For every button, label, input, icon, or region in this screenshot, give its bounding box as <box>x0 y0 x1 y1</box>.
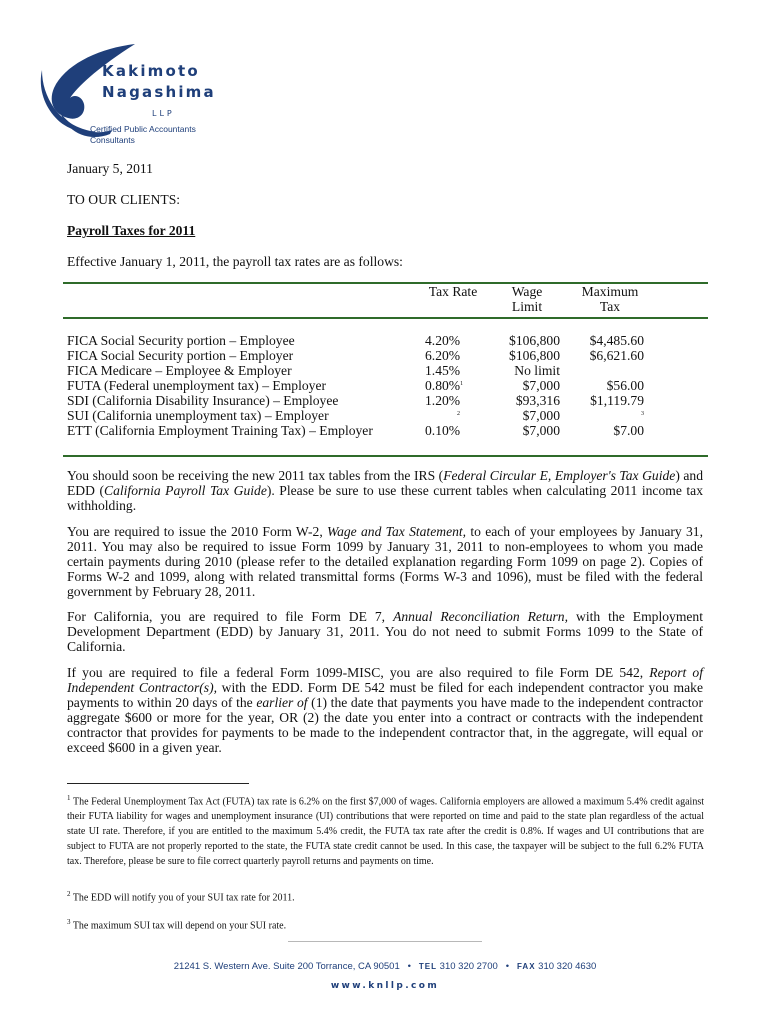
row-tax-rate <box>457 408 460 423</box>
tagline-line2: Consultants <box>90 135 135 145</box>
p1-text-c: ) and EDD ( <box>67 468 703 498</box>
max-value: $7.00 <box>613 423 644 438</box>
rate-footnote-mark: 2 <box>457 411 460 417</box>
row-description: FICA Medicare – Employee & Employer <box>67 363 292 378</box>
header-tax-rate: Tax Rate <box>428 284 478 299</box>
row-tax-rate <box>425 423 460 438</box>
letter-intro: Effective January 1, 2011, the payroll tax rates are as follows: <box>67 254 403 269</box>
firm-logo <box>40 42 240 152</box>
rate-value: 1.45% <box>425 363 461 378</box>
firm-address-line: 21241 S. Western Ave. Suite 200 Torrance, CA 90501 • TEL 310 320 2700 • FAX 310 320 4630 <box>173 961 597 972</box>
row-wage-limit: $7,000 <box>522 378 560 393</box>
row-tax-rate <box>425 333 460 348</box>
header-max-line1: Maximum <box>581 284 639 299</box>
firm-suffix: LLP <box>152 109 175 118</box>
footnote-3 <box>67 915 704 933</box>
header-wage-line1: Wage <box>511 284 543 299</box>
row-maximum-tax <box>575 408 644 423</box>
table-header-rule <box>63 317 708 319</box>
row-description: SUI (California unemployment tax) – Employer <box>67 408 329 423</box>
rate-value: 4.20% <box>425 333 461 348</box>
row-description: FICA Social Security portion – Employer <box>67 348 294 363</box>
footnote-rule <box>67 783 249 784</box>
footer-rule <box>288 941 482 942</box>
max-value: $6,621.60 <box>589 348 644 363</box>
p1-text-a: You should soon be receiving the new 2011 tax tables from the IRS ( <box>67 468 444 483</box>
p3-text-c: with the Employment Development Department (EDD) by January 31, 2011. You do not need to submit Forms 1099 to the State of California. <box>67 609 703 654</box>
row-wage-limit: $7,000 <box>522 423 560 438</box>
row-wage-limit: No limit <box>514 363 560 378</box>
row-tax-rate <box>425 348 460 363</box>
table-row <box>67 363 707 378</box>
firm-fax: 310 320 4630 <box>538 961 597 972</box>
row-tax-rate <box>425 393 460 408</box>
header-max-line2: Tax <box>599 299 621 314</box>
p1-text-e: ). Please be sure to use these current tables when calculating 2011 income tax withholding. <box>67 483 703 513</box>
row-maximum-tax <box>575 393 644 408</box>
firm-phone: 310 320 2700 <box>439 961 498 972</box>
table-row <box>67 408 707 423</box>
p3-text-a: For California, you are required to file Form DE 7, <box>67 609 394 624</box>
footnote-mark: 1 <box>67 794 71 802</box>
p2-text-a: You are required to issue the 2010 Form W-2, <box>67 524 327 539</box>
max-value: $1,119.79 <box>590 393 644 408</box>
rate-value: 6.20% <box>425 348 461 363</box>
footnote-mark: 2 <box>67 890 71 898</box>
p4-italic-earlier-of: earlier of <box>256 695 308 710</box>
letter-date: January 5, 2011 <box>67 161 153 176</box>
p4-text-e: (1) the date that payments you have made to the independent contractor aggregate $600 or more for the year, OR (2) the date you enter into a contract or contracts with the independent contractor that provides for payments to be made to the independent contractor that, in the aggregate, will equal or exceed $600 in a given year. <box>67 695 703 755</box>
paragraph-de542 <box>67 665 703 755</box>
row-wage-limit: $93,316 <box>515 393 560 408</box>
footnote-text: The EDD will notify you of your SUI tax rate for 2011. <box>72 892 295 904</box>
firm-tagline <box>90 124 196 146</box>
header-maximum-tax <box>571 284 649 314</box>
footnote-mark: 3 <box>67 918 71 926</box>
footnote-text: The Federal Unemployment Tax Act (FUTA) tax rate is 6.2% on the first $7,000 of wages. California employers are allowed a maximum 5.4% credit against their FUTA liability for wages and unemployment insurance (UI) contributions that were reported on time and paid to the state plan regardless of the actual state UI rate. Therefore, if you are entitled to the maximum 5.4% credit, the FUTA tax rate after the credit is 0.8%. If wages and UI contributions that are subject to FUTA are not properly reported to the state, the FUTA state credit cannot be used. In this case, the taxpayer will be subject to the full 6.2% FUTA tax. Therefore, please be sure to file correct quarterly payroll returns and payments on time. <box>67 796 704 868</box>
row-description: FICA Social Security portion – Employee <box>67 333 295 348</box>
row-maximum-tax <box>575 423 644 438</box>
table-row <box>67 378 707 393</box>
header-wage-line2: Limit <box>511 299 543 314</box>
table-bottom-rule <box>63 455 708 457</box>
footnote-2 <box>67 887 704 905</box>
p4-text-a: If you are required to file a federal Form 1099-MISC, you are also required to file Form DE 542, <box>67 665 650 680</box>
p3-italic-annual-return: Annual Reconciliation Return, <box>393 609 569 624</box>
firm-address: 21241 S. Western Ave. Suite 200 Torrance, CA 90501 <box>173 961 400 972</box>
p2-text-c: to each of your employees by January 31, 2011. You may also be required to issue Form 1099 by January 31, 2011 to non-employees to whom you made certain payments during 2010 (please refer to the detailed explanation regarding Form 1099 on page 2). Copies of Forms W-2 and 1099, along with related transmittal forms (Forms W-3 and 1096), must be filed with the federal government by February 28, 2011. <box>67 524 703 599</box>
rate-value: 0.10% <box>425 423 461 438</box>
max-value: $4,485.60 <box>589 333 644 348</box>
paragraph-california-de7 <box>67 609 703 654</box>
letter-salutation: TO OUR CLIENTS: <box>67 192 181 207</box>
paragraph-tax-tables <box>67 468 703 513</box>
row-wage-limit: $106,800 <box>509 333 560 348</box>
firm-name-line2: Nagashima <box>102 83 216 101</box>
max-footnote-mark: 3 <box>641 411 644 417</box>
max-value: $56.00 <box>606 378 644 393</box>
p1-italic-edd-guide: California Payroll Tax Guide <box>104 483 267 498</box>
table-row <box>67 393 707 408</box>
footnote-text: The maximum SUI tax will depend on your SUI rate. <box>72 920 287 932</box>
row-tax-rate <box>425 378 463 393</box>
table-row <box>67 423 707 438</box>
p2-italic-wage-statement: Wage and Tax Statement, <box>327 524 467 539</box>
row-maximum-tax <box>575 348 644 363</box>
row-description: ETT (California Employment Training Tax) – Employer <box>67 423 373 438</box>
firm-website[interactable]: www.knllp.com <box>330 981 440 991</box>
rate-footnote-mark: 1 <box>460 381 464 387</box>
row-description: FUTA (Federal unemployment tax) – Employer <box>67 378 327 393</box>
row-maximum-tax <box>575 378 644 393</box>
firm-name-line1: Kakimoto <box>102 62 200 80</box>
row-tax-rate <box>425 363 460 378</box>
p4-italic-report: Report of Independent Contractor(s), <box>67 665 703 695</box>
rate-value: 1.20% <box>425 393 461 408</box>
tagline-line1: Certified Public Accountants <box>90 124 196 134</box>
table-row <box>67 333 707 348</box>
row-wage-limit: $7,000 <box>522 408 560 423</box>
p4-text-c: with the EDD. Form DE 542 must be filed for each independent contractor you make payments to within 20 days of the <box>67 680 703 710</box>
row-maximum-tax <box>575 333 644 348</box>
rate-value: 0.80% <box>425 378 461 393</box>
row-description: SDI (California Disability Insurance) – Employee <box>67 393 339 408</box>
paragraph-form-w2 <box>67 524 703 599</box>
letter-subject: Payroll Taxes for 2011 <box>67 223 196 238</box>
tel-label: TEL <box>418 962 438 971</box>
header-wage-limit <box>495 284 559 314</box>
fax-label: FAX <box>516 962 536 971</box>
row-wage-limit: $106,800 <box>509 348 560 363</box>
table-row <box>67 348 707 363</box>
p1-italic-circular-e: Federal Circular E, Employer's Tax Guide <box>443 468 676 483</box>
footnote-1 <box>67 791 704 869</box>
